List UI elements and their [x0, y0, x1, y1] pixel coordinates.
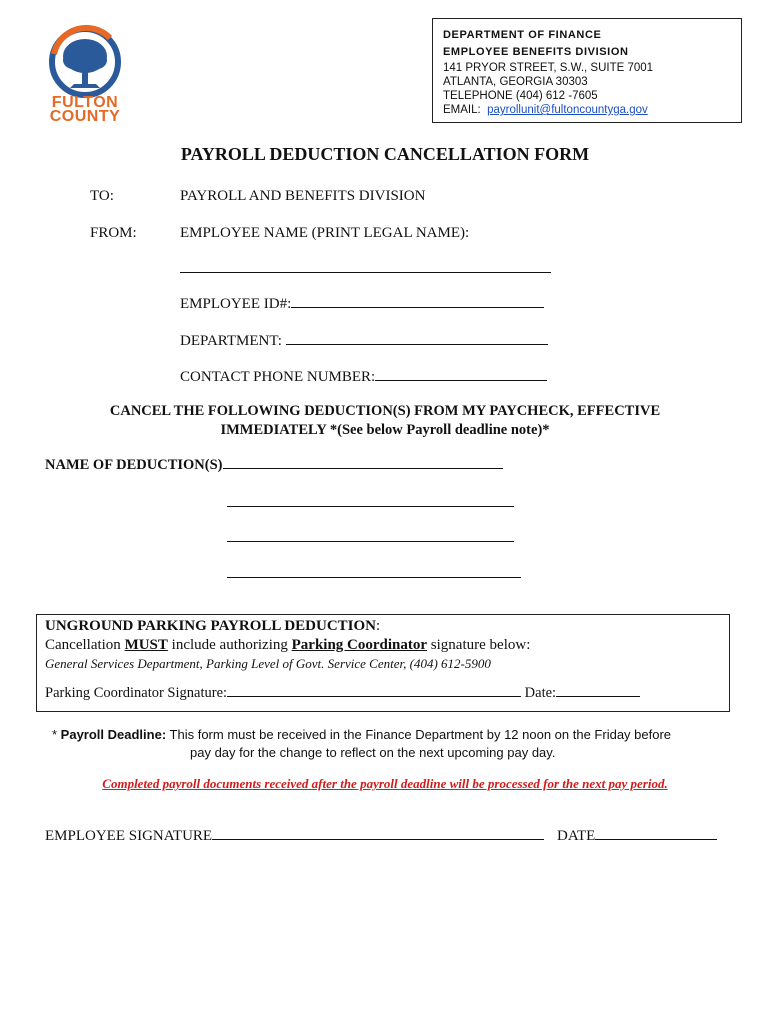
contact-phone-row	[180, 367, 547, 386]
deadline-text-1: This form must be received in the Finance Department by 12 noon on the Friday before	[166, 727, 672, 742]
logo-text-county: COUNTY	[49, 108, 121, 125]
parking-title: UNGROUND PARKING PAYROLL DEDUCTION	[45, 618, 376, 634]
cancel-line-2: IMMEDIATELY *(See below Payroll deadline note)*	[220, 422, 550, 438]
employee-name-label: EMPLOYEE NAME (PRINT LEGAL NAME):	[180, 225, 470, 241]
employee-signature-field[interactable]	[212, 826, 544, 840]
employee-id-label: EMPLOYEE ID#:	[180, 296, 292, 312]
parking-must: MUST	[124, 637, 168, 653]
logo-text-fulton: FULTON	[51, 94, 119, 111]
tree-seal-icon	[40, 24, 130, 104]
parking-signature-field[interactable]	[227, 683, 521, 697]
cancel-line-1: CANCEL THE FOLLOWING DEDUCTION(S) FROM MY PAYCHECK, EFFECTIVE	[109, 403, 661, 419]
employee-date-row	[557, 826, 717, 845]
division-name: EMPLOYEE BENEFITS DIVISION	[443, 46, 629, 58]
deadline-text-2: pay day for the change to reflect on the next upcoming pay day.	[190, 745, 556, 760]
deduction-field-3[interactable]	[227, 541, 514, 542]
parking-text-2: include authorizing	[167, 637, 292, 653]
parking-title-colon: :	[376, 618, 381, 634]
employee-date-field[interactable]	[595, 826, 717, 840]
late-submission-notice: Completed payroll documents received after the payroll deadline will be processed for the next pay period.	[102, 776, 668, 791]
parking-date-field[interactable]	[556, 683, 640, 697]
email-row	[443, 103, 731, 117]
parking-instruction	[45, 636, 721, 655]
deduction-field-4[interactable]	[227, 577, 521, 578]
department-row	[180, 331, 548, 350]
employee-id-row	[180, 294, 544, 313]
deduction-row	[45, 455, 503, 474]
department-address-box	[432, 18, 742, 123]
cancel-statement	[0, 402, 770, 440]
parking-coordinator-emphasis: Parking Coordinator	[291, 637, 428, 653]
parking-deduction-box	[36, 614, 730, 712]
department-field[interactable]	[286, 331, 548, 345]
deadline-line-1	[52, 726, 742, 744]
parking-text-3: signature below:	[427, 637, 531, 653]
parking-text-1: Cancellation	[45, 637, 125, 653]
employee-date-label: DATE	[557, 828, 596, 844]
from-label: FROM:	[90, 225, 137, 241]
city-state-zip: ATLANTA, GEORGIA 30303	[443, 76, 588, 88]
employee-signature-row	[45, 826, 544, 845]
deduction-field-1[interactable]	[223, 455, 503, 469]
employee-id-field[interactable]	[291, 294, 544, 308]
deadline-star: *	[52, 727, 61, 742]
email-link[interactable]: payrollunit@fultoncountyga.gov	[487, 104, 648, 116]
form-title: PAYROLL DEDUCTION CANCELLATION FORM	[180, 144, 590, 164]
deduction-field-2[interactable]	[227, 506, 514, 507]
email-label: EMAIL:	[443, 104, 481, 116]
deduction-label: NAME OF DEDUCTION(S)	[45, 457, 223, 473]
parking-signature-label: Parking Coordinator Signature:	[45, 685, 228, 701]
logo-wordmark	[42, 96, 128, 124]
contact-phone-label: CONTACT PHONE NUMBER:	[180, 369, 376, 385]
department-name: DEPARTMENT OF FINANCE	[443, 29, 602, 41]
employee-name-field[interactable]	[180, 272, 551, 273]
telephone: TELEPHONE (404) 612 -7605	[443, 90, 598, 102]
to-label: TO:	[90, 188, 114, 204]
street-address: 141 PRYOR STREET, S.W., SUITE 7001	[443, 62, 654, 74]
to-value: PAYROLL AND BENEFITS DIVISION	[180, 188, 426, 204]
department-label: DEPARTMENT:	[180, 333, 282, 349]
contact-phone-field[interactable]	[375, 367, 547, 381]
parking-title-row	[45, 617, 721, 636]
parking-contact-info: General Services Department, Parking Level of Govt. Service Center, (404) 612-5900	[45, 656, 491, 671]
deadline-label: Payroll Deadline:	[60, 727, 167, 742]
parking-date-label: Date:	[524, 685, 557, 701]
parking-signature-row	[45, 683, 721, 703]
payroll-deadline-note	[52, 726, 742, 762]
employee-signature-label: EMPLOYEE SIGNATURE	[45, 828, 213, 844]
